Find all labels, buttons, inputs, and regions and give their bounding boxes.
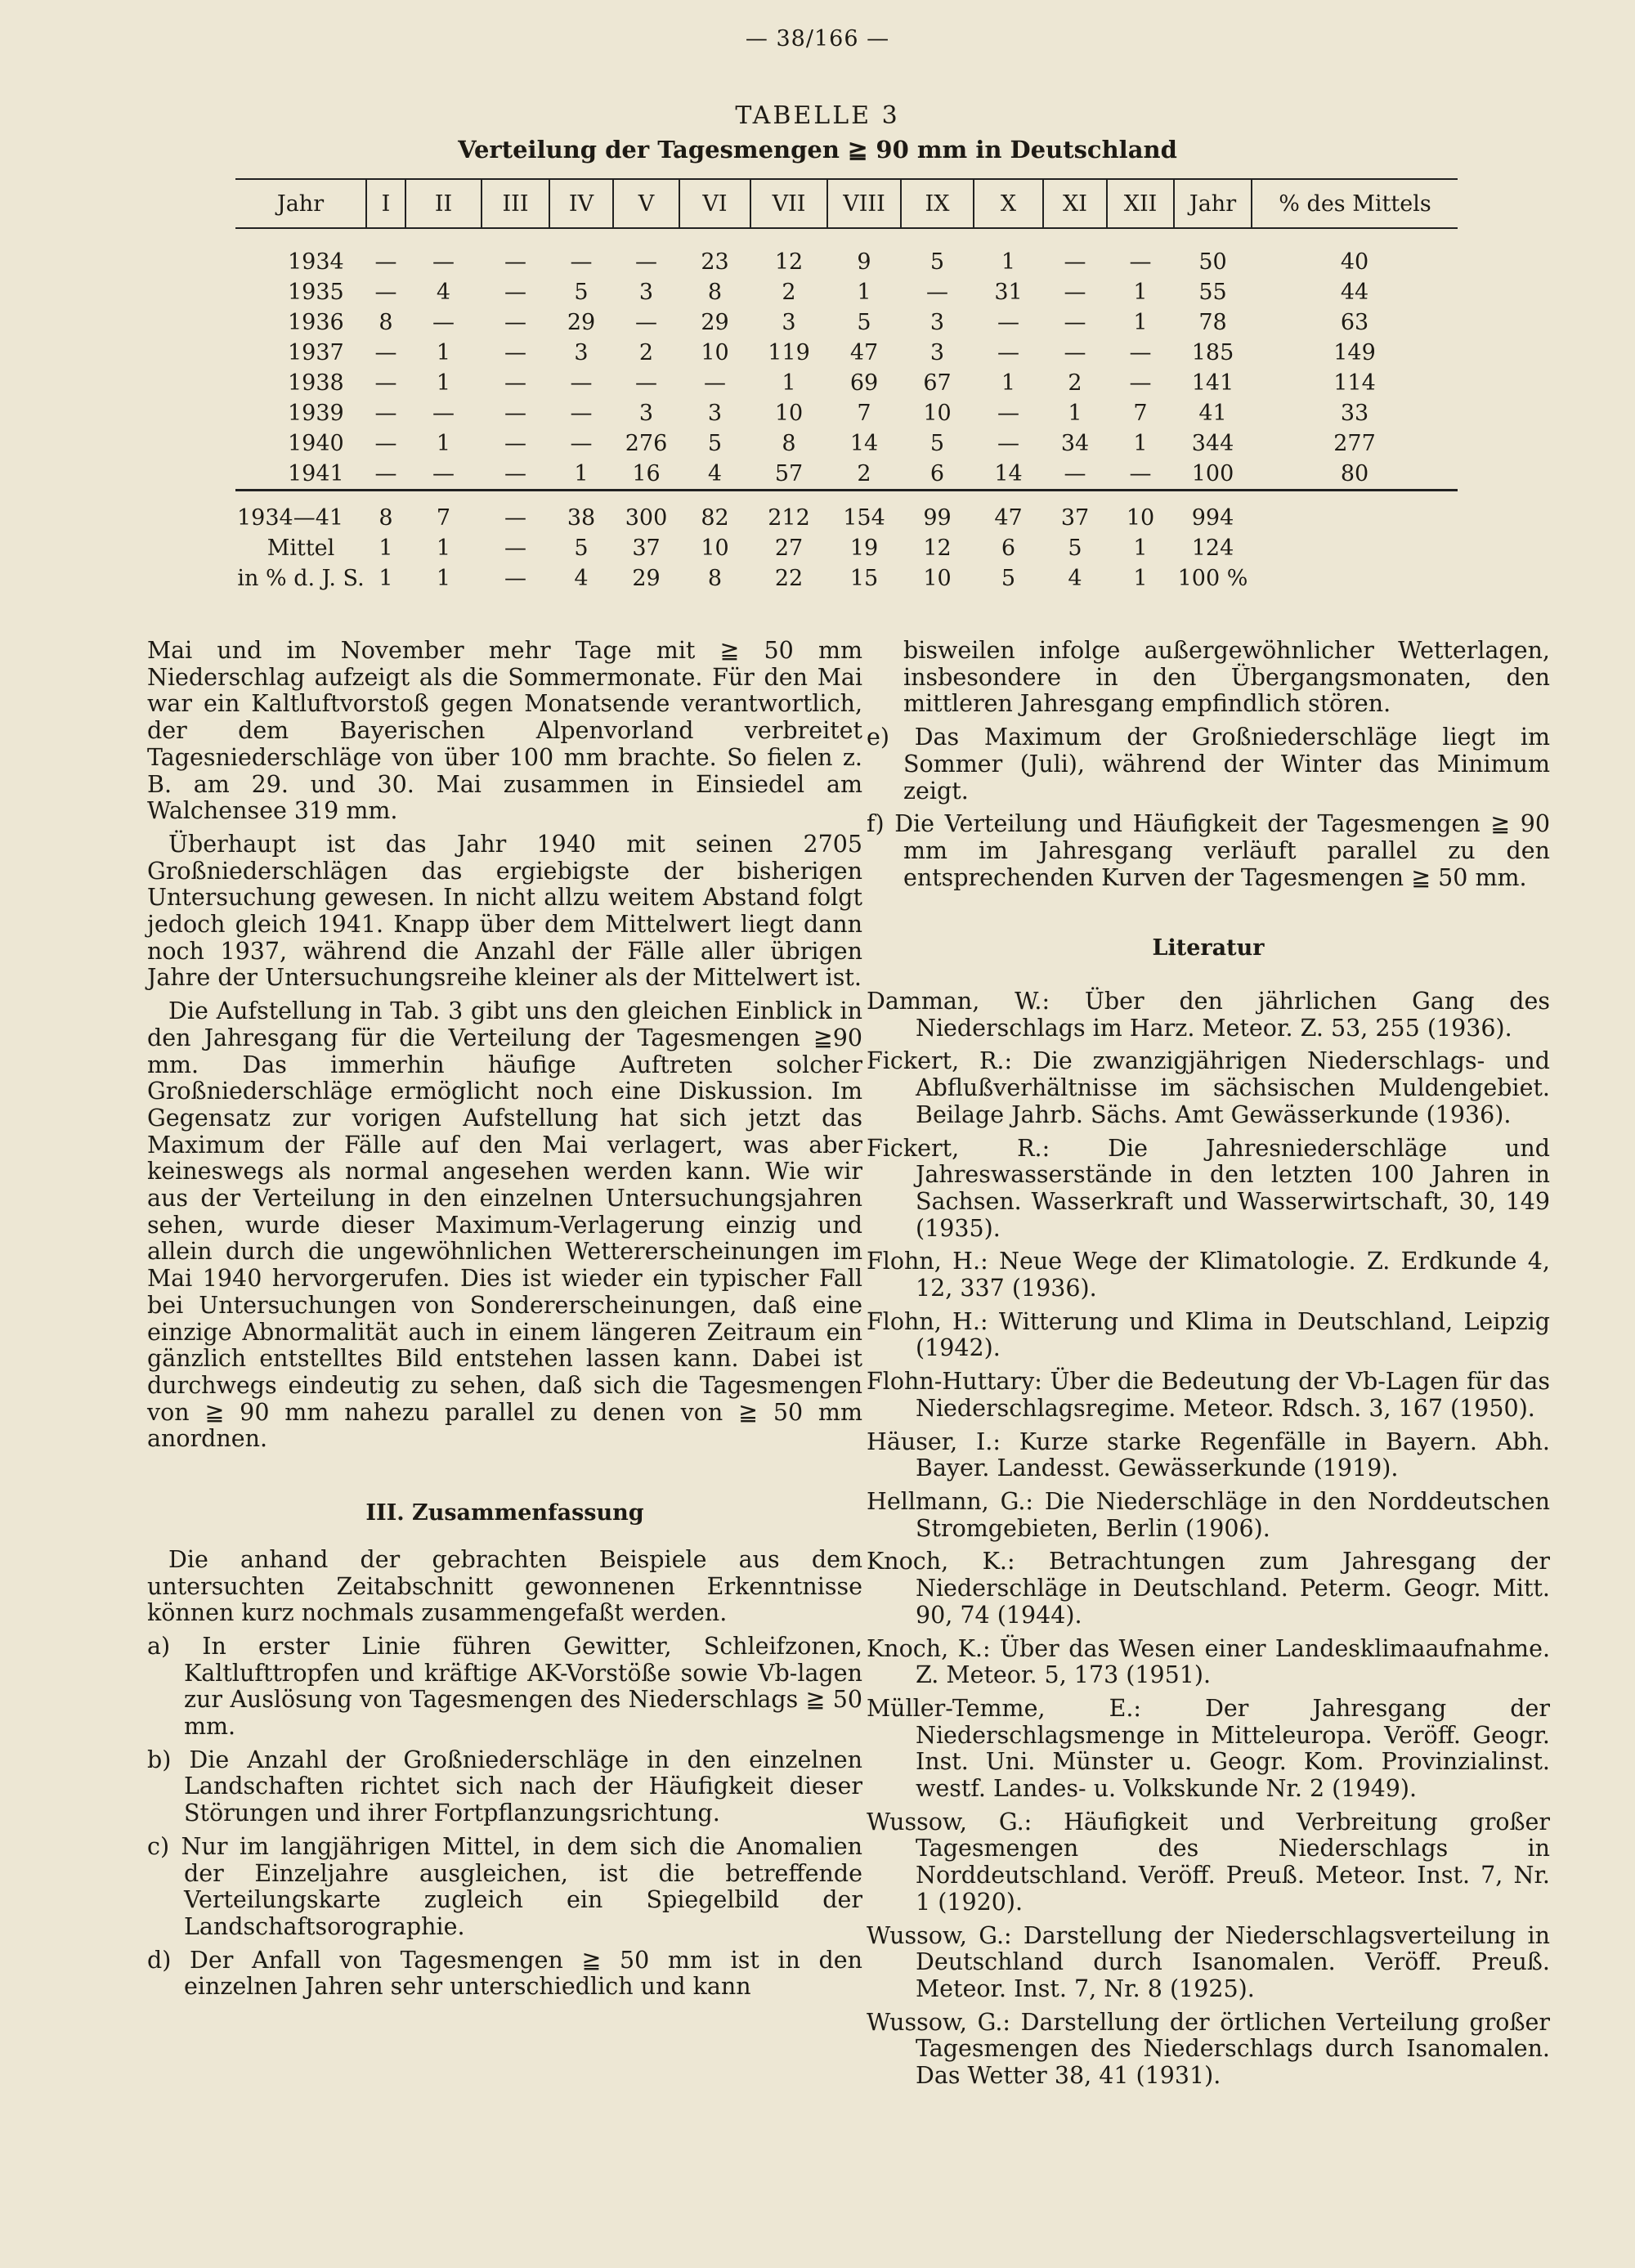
table-cell: 8 xyxy=(366,491,405,534)
table-cell: — xyxy=(570,370,593,396)
table-cell: 4 xyxy=(1068,566,1082,591)
table-cell: 15 xyxy=(849,566,879,591)
table-cell: — xyxy=(1129,249,1152,275)
summary-item-b: b) Die Anzahl der Großniederschläge in den einzelnen Landschaften richtet sich nach der Häufigkeit dieser Störungen und ihrer Fortpflanzungsrichtung. xyxy=(147,1746,862,1827)
table-cell: — xyxy=(1129,461,1152,486)
table-cell: 7 xyxy=(405,491,482,534)
table-cell: 5 xyxy=(574,280,589,305)
table-cell: 27 xyxy=(774,536,804,561)
reference-item: Knoch, K.: Über das Wesen einer Landesklimaaufnahme. Z. Meteor. 5, 173 (1951). xyxy=(867,1634,1550,1689)
table-cell: 5 xyxy=(1001,566,1016,591)
table-row xyxy=(235,428,1458,459)
table-cell: 31 xyxy=(994,280,1023,305)
table-cell: 212 xyxy=(750,491,827,534)
table-cell: 119 xyxy=(768,340,810,365)
table-cell: 8 xyxy=(707,566,723,591)
table-cell: 22 xyxy=(774,566,804,591)
table-cell: 276 xyxy=(625,431,668,456)
table-cell: 47 xyxy=(849,340,879,365)
table-cell: 994 xyxy=(1174,491,1252,534)
table-cell: 34 xyxy=(1060,431,1090,456)
table-cell: 1937 xyxy=(288,340,344,365)
table-cell: 10 xyxy=(923,401,952,426)
table-cell: 100 xyxy=(1191,461,1234,486)
table-cell: — xyxy=(704,370,726,396)
summary-item-e: e) Das Maximum der Großniederschläge liegt im Sommer (Juli), während der Winter das Minimum zeigt. xyxy=(867,724,1550,805)
table-cell: 1 xyxy=(436,431,451,456)
table-row xyxy=(235,398,1458,428)
table-cell: 99 xyxy=(901,491,974,534)
table-cell: 63 xyxy=(1340,310,1369,335)
table-cell: 57 xyxy=(774,461,804,486)
table-cell: 23 xyxy=(701,249,729,275)
table-cell: 10 xyxy=(1107,491,1174,534)
table-cell: 1 xyxy=(379,536,393,561)
table-cell: — xyxy=(504,370,526,396)
table-cell: 5 xyxy=(1068,536,1082,561)
paragraph: Überhaupt ist das Jahr 1940 mit seinen 2705 Großniederschlägen das ergiebigste der bisherigen Untersuchung gewesen. In nicht allzu weitem Abstand folgt jedoch gleich 1941. Knapp über dem Mittelwert liegt dann noch 1937, während die Anzahl der Fälle aller übrigen Jahre der Untersuchungsreihe kleiner als der Mittelwert ist. xyxy=(147,830,862,992)
table-cell: 185 xyxy=(1191,340,1234,365)
table-header-row xyxy=(235,179,1458,228)
table-cell: — xyxy=(374,370,397,396)
table-cell: 5 xyxy=(857,310,871,335)
table-cell: 1 xyxy=(1133,310,1148,335)
table-cell: 5 xyxy=(574,536,589,561)
table-cell: 12 xyxy=(923,536,952,561)
table-cell: 149 xyxy=(1333,340,1376,365)
table-cell: — xyxy=(374,401,397,426)
left-column xyxy=(147,638,862,2007)
table-cell: — xyxy=(374,340,397,365)
literature-heading: Literatur xyxy=(1152,935,1265,961)
table-row xyxy=(235,459,1458,491)
table-cell: 4 xyxy=(707,461,723,486)
table-cell: 2 xyxy=(1068,370,1082,396)
table-cell: 6 xyxy=(929,461,945,486)
table-cell: 8 xyxy=(379,310,393,335)
table-row xyxy=(235,563,1458,594)
table-cell: — xyxy=(997,431,1019,456)
table-cell: 1 xyxy=(1133,566,1148,591)
column-header: II xyxy=(405,179,482,228)
paragraph: Die anhand der gebrachten Beispiele aus dem untersuchten Zeitabschnitt gewonnenen Erkenntnisse können kurz nochmals zusammengefaßt werden. xyxy=(147,1545,862,1627)
table-cell: — xyxy=(374,461,397,486)
table-cell: — xyxy=(482,491,549,534)
table-cell: Mittel xyxy=(267,536,335,561)
table-cell: 1941 xyxy=(288,461,344,486)
table-title: TABELLE 3 xyxy=(735,101,900,130)
table-cell: — xyxy=(1064,249,1086,275)
table-cell: 124 xyxy=(1191,536,1234,561)
table-cell: 78 xyxy=(1198,310,1227,335)
column-header: Jahr xyxy=(1174,179,1252,228)
reference-item: Wussow, G.: Häufigkeit und Verbreitung großer Tagesmengen des Niederschlags in Norddeutschland. Veröff. Preuß. Meteor. Inst. 7, Nr. 1 (1920). xyxy=(867,1808,1550,1916)
table-cell: 69 xyxy=(849,370,879,396)
table-row xyxy=(235,307,1458,338)
table-cell: 29 xyxy=(701,310,729,335)
reference-item: Fickert, R.: Die zwanzigjährigen Niederschlags- und Abflußverhältnisse im sächsischen Muldengebiet. Beilage Jahrb. Sächs. Amt Gewässerkunde (1936). xyxy=(867,1047,1550,1128)
reference-item: Knoch, K.: Betrachtungen zum Jahresgang der Niederschläge in Deutschland. Peterm. Geogr. Mitt. 90, 74 (1944). xyxy=(867,1548,1550,1629)
column-header: VII xyxy=(750,179,827,228)
table-cell: 14 xyxy=(849,431,879,456)
table-cell: 82 xyxy=(679,491,750,534)
reference-item: Flohn, H.: Witterung und Klima in Deutschland, Leipzig (1942). xyxy=(867,1307,1550,1362)
table-cell: — xyxy=(504,536,526,561)
table-cell: 3 xyxy=(782,310,796,335)
table-cell: 29 xyxy=(567,310,596,335)
page-number: — 38/166 — xyxy=(745,26,890,52)
table-cell: 1 xyxy=(1133,536,1148,561)
table-cell: 154 xyxy=(827,491,901,534)
table-cell: 1 xyxy=(1133,431,1148,456)
column-header: Jahr xyxy=(235,179,366,228)
table-cell: 7 xyxy=(1133,401,1148,426)
column-header: VIII xyxy=(827,179,901,228)
summary-item-c: c) Nur im langjährigen Mittel, in dem sich die Anomalien der Einzeljahre ausgleichen, ist die betreffende Verteilungskarte zugleich ein Spiegelbild der Landschaftsorographie. xyxy=(147,1832,862,1940)
paragraph: Mai und im November mehr Tage mit ≧ 50 mm Niederschlag aufzeigt als die Sommermonate. Für den Mai war ein Kaltluftvorstoß gegen Monatsende verantwortlich, der dem Bayerischen Alpenvorland verbreitet Tagesniederschläge von über 100 mm brachte. So fielen z. B. am 29. und 30. Mai zusammen in Einsiedel am Walchensee 319 mm. xyxy=(147,637,862,825)
column-header: X xyxy=(974,179,1043,228)
column-header: XII xyxy=(1107,179,1174,228)
table-cell: 1935 xyxy=(288,280,344,305)
table-cell: — xyxy=(374,280,397,305)
table-cell: 12 xyxy=(774,249,804,275)
table-cell: 10 xyxy=(923,566,952,591)
table-cell: 6 xyxy=(1001,536,1016,561)
table-cell: — xyxy=(1064,340,1086,365)
reference-item: Flohn, H.: Neue Wege der Klimatologie. Z. Erdkunde 4, 12, 337 (1936). xyxy=(867,1248,1550,1302)
table-cell: 3 xyxy=(638,401,654,426)
table-cell: 1 xyxy=(436,340,451,365)
table-cell: 4 xyxy=(436,280,451,305)
table-cell: 33 xyxy=(1340,401,1369,426)
column-header: % des Mittels xyxy=(1252,179,1458,228)
section-heading: III. Zusammenfassung xyxy=(365,1500,644,1526)
table-cell: 10 xyxy=(701,340,729,365)
table-cell: — xyxy=(1129,370,1152,396)
table-cell: 40 xyxy=(1340,249,1369,275)
reference-list xyxy=(867,988,1550,2090)
table-cell: 1 xyxy=(1001,249,1016,275)
table-cell xyxy=(1252,491,1458,534)
paragraph: Die Aufstellung in Tab. 3 gibt uns den gleichen Einblick in den Jahresgang für die Verteilung der Tagesmengen ≧90 mm. Das immerhin häufige Auftreten solcher Großniederschläge ermöglicht noch eine Diskussion. Im Gegensatz zur vorigen Aufstellung hat sich jetzt das Maximum der Fälle auf den Mai verlagert, was aber keineswegs als normal angesehen werden kann. Wie wir aus der Verteilung in den einzelnen Untersuchungsjahren sehen, wurde dieser Maximum-Verlagerung einzig und allein durch die ungewöhnlichen Wettererscheinungen im Mai 1940 hervorgerufen. Dies ist wieder ein typischer Fall bei Untersuchungen von Sondererscheinungen, daß eine einzige Abnormalität auch in einem längeren Zeitraum ein gänzlich entstelltes Bild entstehen lassen kann. Dabei ist durchwegs eindeutig zu sehen, daß sich die Tagesmengen von ≧ 90 mm nahezu parallel zu denen von ≧ 50 mm anordnen. xyxy=(147,997,862,1453)
table-cell: — xyxy=(504,340,526,365)
table-cell: — xyxy=(570,431,593,456)
table-cell: — xyxy=(1129,340,1152,365)
table-cell: 1 xyxy=(1068,401,1082,426)
table-cell: — xyxy=(1064,280,1086,305)
table-cell: 1936 xyxy=(288,310,344,335)
table-cell: — xyxy=(504,249,526,275)
precipitation-table xyxy=(235,178,1458,594)
table-cell: — xyxy=(374,431,397,456)
summary-item-d-continued: bisweilen infolge außergewöhnlicher Wetterlagen, insbesondere in den Übergangsmonaten, den mittleren Jahresgang empfindlich stören. xyxy=(903,637,1550,718)
table-cell: 1939 xyxy=(288,401,344,426)
table-cell: 1 xyxy=(1133,280,1148,305)
table-cell: 3 xyxy=(929,340,945,365)
table-cell: 4 xyxy=(574,566,589,591)
table-cell: 5 xyxy=(929,431,945,456)
table-cell: — xyxy=(997,310,1019,335)
table-cell: 5 xyxy=(929,249,945,275)
column-header: III xyxy=(482,179,549,228)
table-cell: — xyxy=(570,249,593,275)
reference-item: Wussow, G.: Darstellung der Niederschlagsverteilung in Deutschland durch Isanomalen. Veröff. Preuß. Meteor. Inst. 7, Nr. 8 (1925). xyxy=(867,1921,1550,2002)
table-cell: 9 xyxy=(857,249,871,275)
table-row xyxy=(235,338,1458,368)
table-cell: — xyxy=(504,310,526,335)
table-cell: 100 % xyxy=(1177,566,1248,591)
table-cell: — xyxy=(997,401,1019,426)
table-cell: 10 xyxy=(774,401,804,426)
table-cell: 1 xyxy=(436,536,451,561)
table-cell: 3 xyxy=(707,401,723,426)
table-cell: 37 xyxy=(632,536,661,561)
column-header: I xyxy=(366,179,405,228)
table-cell: — xyxy=(570,401,593,426)
table-row xyxy=(235,533,1458,563)
reference-item: Wussow, G.: Darstellung der örtlichen Verteilung großer Tagesmengen des Niederschlags durch Isanomalen. Das Wetter 38, 41 (1931). xyxy=(867,2008,1550,2090)
table-cell: 29 xyxy=(632,566,661,591)
table-cell: 8 xyxy=(707,280,723,305)
table-cell: 344 xyxy=(1191,431,1234,456)
table-cell: 47 xyxy=(974,491,1043,534)
summary-item-f: f) Die Verteilung und Häufigkeit der Tagesmengen ≧ 90 mm im Jahresgang verläuft parallel zu den entsprechenden Kurven der Tagesmengen ≧ 50 mm. xyxy=(867,810,1550,891)
table-cell: 80 xyxy=(1340,461,1369,486)
table-row xyxy=(235,228,1458,277)
table-cell: — xyxy=(504,566,526,591)
table-cell: — xyxy=(504,431,526,456)
table-cell: 5 xyxy=(707,431,723,456)
column-header: V xyxy=(613,179,679,228)
table-cell: 37 xyxy=(1043,491,1107,534)
right-column xyxy=(867,638,1550,2096)
table-cell: 1940 xyxy=(288,431,344,456)
table-cell: 16 xyxy=(632,461,661,486)
table-cell: 3 xyxy=(574,340,589,365)
table-cell: 1 xyxy=(857,280,871,305)
table-cell: 277 xyxy=(1333,431,1376,456)
table-cell: — xyxy=(635,310,657,335)
table-cell: 2 xyxy=(857,461,871,486)
table-cell: 41 xyxy=(1198,401,1227,426)
table-cell: — xyxy=(635,249,657,275)
table-cell: 3 xyxy=(929,310,945,335)
table-cell: — xyxy=(504,401,526,426)
table-cell: — xyxy=(635,370,657,396)
table-cell: — xyxy=(432,310,455,335)
column-header: IX xyxy=(901,179,974,228)
table-cell: 1938 xyxy=(288,370,344,396)
reference-item: Häuser, I.: Kurze starke Regenfälle in Bayern. Abh. Bayer. Landesst. Gewässerkunde (1919). xyxy=(867,1428,1550,1482)
table-cell: 1934—41 xyxy=(235,491,366,534)
reference-item: Fickert, R.: Die Jahresniederschläge und Jahreswasserstände in den letzten 100 Jahren in Sachsen. Wasserkraft und Wasserwirtschaft, 30, 149 (1935). xyxy=(867,1134,1550,1242)
table-cell: 3 xyxy=(638,280,654,305)
table-cell: 1 xyxy=(574,461,589,486)
column-header: VI xyxy=(679,179,750,228)
table-cell: 44 xyxy=(1340,280,1369,305)
table-cell: — xyxy=(432,461,455,486)
table-cell: 1 xyxy=(436,370,451,396)
table-subtitle: Verteilung der Tagesmengen ≧ 90 mm in Deutschland xyxy=(458,136,1177,164)
table-cell: — xyxy=(374,249,397,275)
table-cell: 55 xyxy=(1198,280,1227,305)
table-cell: 1 xyxy=(436,566,451,591)
table-cell: 50 xyxy=(1198,249,1227,275)
table-cell: 141 xyxy=(1191,370,1234,396)
table-cell: 10 xyxy=(701,536,729,561)
table-row xyxy=(235,491,1458,534)
table-cell: 14 xyxy=(994,461,1023,486)
table-cell: — xyxy=(432,249,455,275)
table-cell: 7 xyxy=(857,401,871,426)
table-cell: 67 xyxy=(923,370,952,396)
table-cell: 2 xyxy=(782,280,796,305)
summary-item-a: a) In erster Linie führen Gewitter, Schleifzonen, Kaltlufttropfen und kräftige AK-Vorstöße sowie Vb-lagen zur Auslösung von Tagesmengen des Niederschlags ≧ 50 mm. xyxy=(147,1632,862,1741)
reference-item: Damman, W.: Über den jährlichen Gang des Niederschlags im Harz. Meteor. Z. 53, 255 (1936). xyxy=(867,988,1550,1042)
reference-item: Müller-Temme, E.: Der Jahresgang der Niederschlagsmenge in Mitteleuropa. Veröff. Geogr. Inst. Uni. Münster u. Geogr. Kom. Provinzialinst. westf. Landes- u. Volkskunde Nr. 2 (1949). xyxy=(867,1694,1550,1803)
table-cell: — xyxy=(926,280,948,305)
column-header: XI xyxy=(1043,179,1107,228)
table-cell: — xyxy=(432,401,455,426)
reference-item: Hellmann, G.: Die Niederschläge in den Norddeutschen Stromgebieten, Berlin (1906). xyxy=(867,1487,1550,1542)
table-cell: in % d. J. S. xyxy=(237,566,365,591)
table-cell: 300 xyxy=(613,491,679,534)
table-row xyxy=(235,277,1458,307)
table-cell: 19 xyxy=(849,536,879,561)
table-cell: 1934 xyxy=(288,249,344,275)
table-cell: — xyxy=(504,461,526,486)
table-cell: 38 xyxy=(549,491,613,534)
summary-item-d: d) Der Anfall von Tagesmengen ≧ 50 mm ist in den einzelnen Jahren sehr unterschiedlich und kann xyxy=(147,1946,862,2001)
column-header: IV xyxy=(549,179,613,228)
table-cell xyxy=(1252,533,1458,563)
reference-item: Flohn-Huttary: Über die Bedeutung der Vb-Lagen für das Niederschlagsregime. Meteor. Rdsch. 3, 167 (1950). xyxy=(867,1368,1550,1422)
table-cell: 8 xyxy=(782,431,796,456)
table-cell: 1 xyxy=(782,370,796,396)
table-cell: — xyxy=(1064,461,1086,486)
table-row xyxy=(235,368,1458,398)
table-cell: 2 xyxy=(638,340,654,365)
table-cell: 1 xyxy=(379,566,393,591)
table-cell: 114 xyxy=(1333,370,1376,396)
table-cell: — xyxy=(997,340,1019,365)
table-cell xyxy=(1252,563,1458,594)
table-cell: — xyxy=(1064,310,1086,335)
table-cell: — xyxy=(504,280,526,305)
table-cell: 1 xyxy=(1001,370,1016,396)
